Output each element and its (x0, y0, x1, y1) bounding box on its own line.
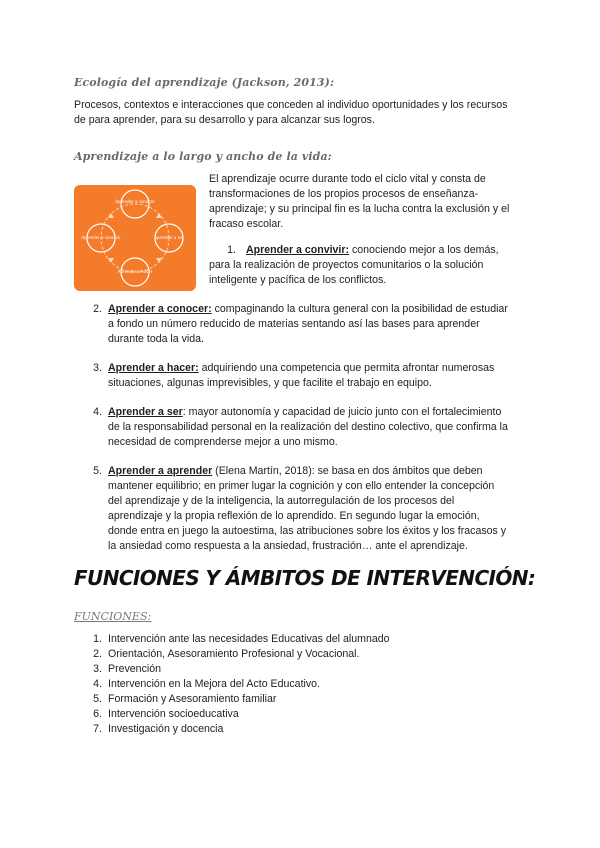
pillar-term: Aprender a convivir: (246, 244, 350, 256)
list-item (93, 722, 508, 737)
function-text: Intervención ante las necesidades Educativas del alumnado (108, 633, 390, 645)
heading-ecologia: Ecología del aprendizaje (Jackson, 2013): (74, 76, 335, 89)
pillar-line: mantener equilibrio; en primer lugar la cognición y con ello entender la concepción (108, 480, 495, 492)
list-number: 5. (93, 465, 102, 477)
pillar-line: la ansiedad como respuesta a la ansiedad, frustración… ante el aprendizaje. (108, 540, 468, 552)
list-item (93, 677, 508, 692)
list-number: 5. (93, 693, 102, 705)
list-item (93, 632, 508, 647)
cycle-diagram-graphic (74, 185, 196, 291)
arrow-icon (156, 213, 162, 218)
pillar-line: inteligente y pacífica de los conflictos. (209, 274, 387, 286)
pillar-item-2 (93, 302, 538, 347)
paragraph-line: Procesos, contextos e interacciones que conceden al individuo oportunidades y los recursos (74, 99, 508, 111)
pillar-term: Aprender a ser (108, 406, 183, 418)
pillar-text: : mayor autonomía y capacidad de juicio junto con el fortalecimiento (182, 406, 502, 418)
function-text: Intervención socioeducativa (108, 708, 239, 720)
pillar-text: compaginando la cultura general con la posibilidad de estudiar (211, 303, 508, 315)
pillar-item-5 (93, 464, 548, 554)
pillar-text: conociendo mejor a los demás, (349, 244, 499, 256)
pillar-line: del aprendizaje y de la inteligencia, la autorregulación de los procesos del (108, 495, 455, 507)
pillar-item-1 (209, 243, 549, 288)
paragraph-line: aprendizaje; y su principal fin es la lucha contra la exclusión y el (209, 203, 510, 215)
pillar-line: necesidad de comprenderse mejor a uno mismo. (108, 436, 338, 448)
list-number: 7. (93, 723, 102, 735)
pillar-item-4 (93, 405, 548, 450)
list-number: 4. (93, 678, 102, 690)
list-number: 6. (93, 708, 102, 720)
list-item (93, 692, 508, 707)
pillar-item-3 (93, 361, 538, 391)
pillar-line: para la realización de proyectos comunitarios o la solución (209, 259, 484, 271)
paragraph-line: de para aprender, para su desarrollo y para alcanzar sus logros. (74, 114, 375, 126)
paragraph-line: fracaso escolar. (209, 218, 284, 230)
paragraph-line: transformaciones de los propios procesos de enseñanza- (209, 188, 479, 200)
list-number: 3. (93, 362, 102, 374)
pillar-term: Aprender a hacer: (108, 362, 199, 374)
subsection-title-funciones: FUNCIONES: (74, 610, 152, 623)
section-title-funciones-ambitos: FUNCIONES Y ÁMBITOS DE INTERVENCIÓN: (74, 566, 536, 590)
pillar-line: durante toda la vida. (108, 333, 205, 345)
arrow-icon (156, 258, 162, 263)
pillar-line: donde entra en juego la autoestima, las atribuciones sobre los éxitos y los fracasos y (108, 525, 507, 537)
node-right-label: Aprender a ser (154, 235, 184, 240)
function-text: Intervención en la Mejora del Acto Educativo. (108, 678, 320, 690)
list-number: 3. (93, 663, 102, 675)
function-text: Investigación y docencia (108, 723, 224, 735)
node-bottom-label: Aprender a hacer (117, 269, 153, 274)
pillar-term: Aprender a aprender (108, 465, 213, 477)
node-top-label: Aprender a conocer (115, 199, 155, 204)
list-item (93, 647, 508, 662)
function-text: Prevención (108, 663, 161, 675)
list-number: 2. (93, 648, 102, 660)
list-number: 1. (93, 633, 102, 645)
pillar-term: Aprender a conocer: (108, 303, 212, 315)
node-left-label: Aprender a convivir (81, 235, 121, 240)
paragraph-ecologia (74, 98, 507, 128)
pillar-text: adquiriendo una competencia que permita afrontar numerosas (198, 362, 495, 374)
node-top (121, 190, 149, 218)
heading-aprendizaje-vida: Aprendizaje a lo largo y ancho de la vida: (74, 150, 332, 163)
pillar-line: de la responsabilidad personal en la realización del destino colectivo, que confirma la (108, 421, 508, 433)
list-item (93, 707, 508, 722)
pillar-line: situaciones, algunas imprevisibles, y que facilite el trabajo en equipo. (108, 377, 432, 389)
list-number: 4. (93, 406, 102, 418)
pillar-line: aprendizaje y la propia reflexión de lo aprendido. En segundo lugar la emoción, (108, 510, 480, 522)
list-number: 2. (93, 303, 102, 315)
paragraph-aprendizaje-vida (209, 172, 509, 232)
function-text: Formación y Asesoramiento familiar (108, 693, 277, 705)
functions-list (93, 632, 508, 737)
learning-pillars-diagram (74, 185, 196, 291)
pillar-text: (Elena Martín, 2018): se basa en dos ámbitos que deben (212, 465, 483, 477)
pillar-line: a fondo un número reducido de materias sentando así las bases para aprender (108, 318, 480, 330)
paragraph-line: El aprendizaje ocurre durante todo el ciclo vital y consta de (209, 173, 486, 185)
list-item (93, 662, 508, 677)
list-number: 1. (227, 244, 236, 256)
function-text: Orientación, Asesoramiento Profesional y Vocacional. (108, 648, 360, 660)
